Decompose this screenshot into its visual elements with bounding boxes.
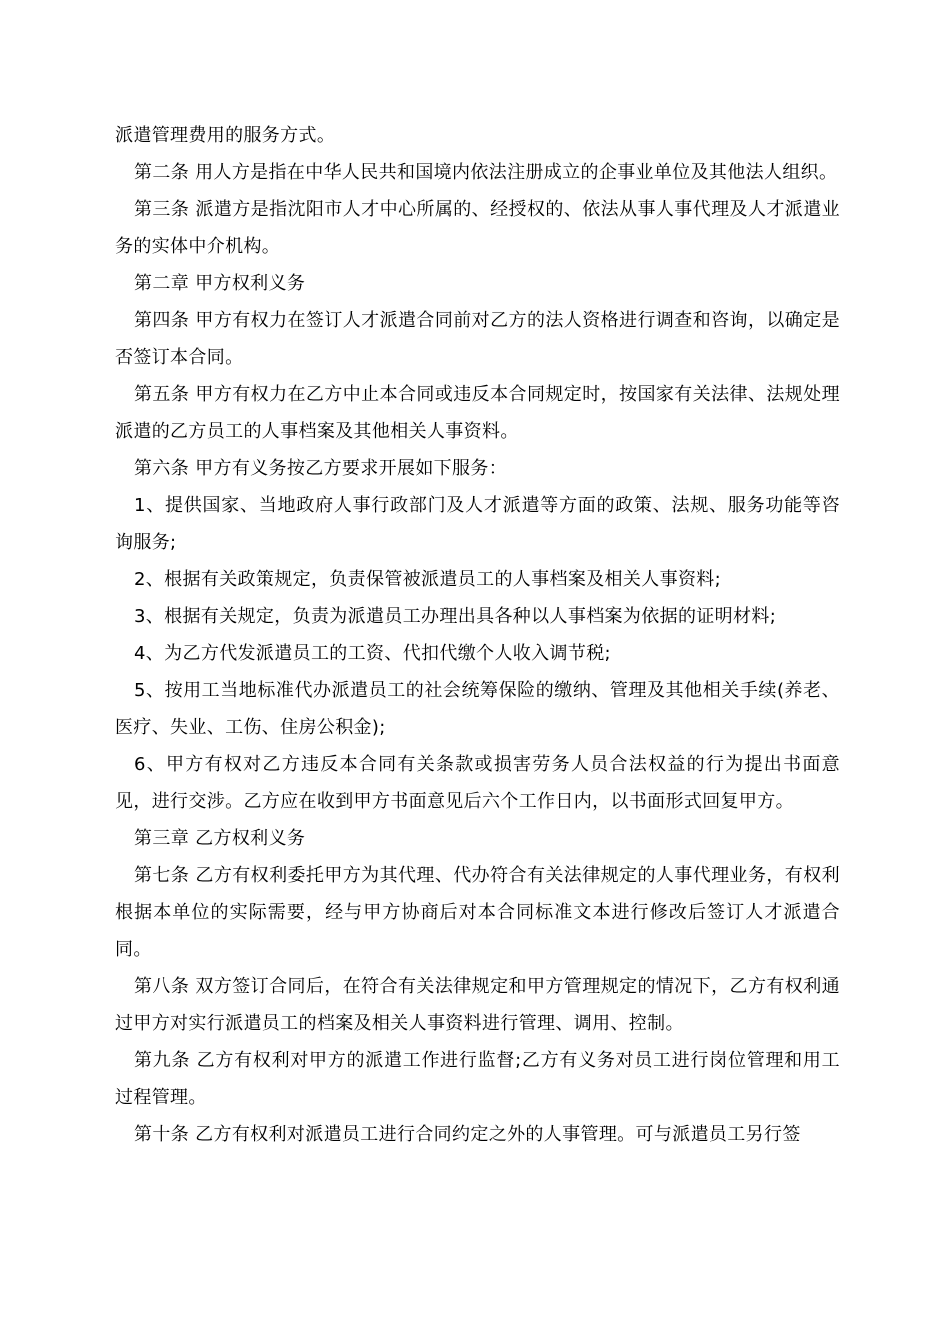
article-9: 第九条 乙方有权利对甲方的派遣工作进行监督;乙方有义务对员工进行岗位管理和用工过程管理。 bbox=[115, 1050, 840, 1108]
article-8: 第八条 双方签订合同后，在符合有关法律规定和甲方管理规定的情况下，乙方有权利通过甲方对实行派遣员工的档案及相关人事资料进行管理、调用、控制。 bbox=[115, 976, 840, 1034]
article-4: 第四条 甲方有权力在签订人才派遣合同前对乙方的法人资格进行调查和咨询，以确定是否签订本合同。 bbox=[115, 310, 840, 368]
list-item-4: 4、为乙方代发派遣员工的工资、代扣代缴个人收入调节税; bbox=[134, 643, 611, 664]
list-item-5: 5、按用工当地标准代办派遣员工的社会统筹保险的缴纳、管理及其他相关手续(养老、医疗、失业、工伤、住房公积金); bbox=[115, 680, 840, 738]
document-body bbox=[115, 117, 840, 1153]
paragraph-continuation: 派遣管理费用的服务方式。 bbox=[115, 125, 336, 146]
list-item-3: 3、根据有关规定，负责为派遣员工办理出具各种以人事档案为依据的证明材料; bbox=[134, 606, 777, 627]
list-item-1: 1、提供国家、当地政府人事行政部门及人才派遣等方面的政策、法规、服务功能等咨询服务; bbox=[115, 495, 840, 553]
article-7: 第七条 乙方有权利委托甲方为其代理、代办符合有关法律规定的人事代理业务，有权利根据本单位的实际需要，经与甲方协商后对本合同标准文本进行修改后签订人才派遣合同。 bbox=[115, 865, 840, 960]
article-5: 第五条 甲方有权力在乙方中止本合同或违反本合同规定时，按国家有关法律、法规处理派遣的乙方员工的人事档案及其他相关人事资料。 bbox=[115, 384, 840, 442]
chapter-2-heading: 第二章 甲方权利义务 bbox=[134, 273, 306, 294]
article-10: 第十条 乙方有权利对派遣员工进行合同约定之外的人事管理。可与派遣员工另行签 bbox=[134, 1124, 801, 1145]
article-3: 第三条 派遣方是指沈阳市人才中心所属的、经授权的、依法从事人事代理及人才派遣业务的实体中介机构。 bbox=[115, 199, 840, 257]
article-6: 第六条 甲方有义务按乙方要求开展如下服务： bbox=[134, 458, 508, 479]
chapter-3-heading: 第三章 乙方权利义务 bbox=[134, 828, 306, 849]
article-2: 第二条 用人方是指在中华人民共和国境内依法注册成立的企事业单位及其他法人组织。 bbox=[134, 162, 838, 183]
list-item-6: 6、甲方有权对乙方违反本合同有关条款或损害劳务人员合法权益的行为提出书面意见，进行交涉。乙方应在收到甲方书面意见后六个工作日内，以书面形式回复甲方。 bbox=[115, 754, 840, 812]
list-item-2: 2、根据有关政策规定，负责保管被派遣员工的人事档案及相关人事资料; bbox=[134, 569, 722, 590]
